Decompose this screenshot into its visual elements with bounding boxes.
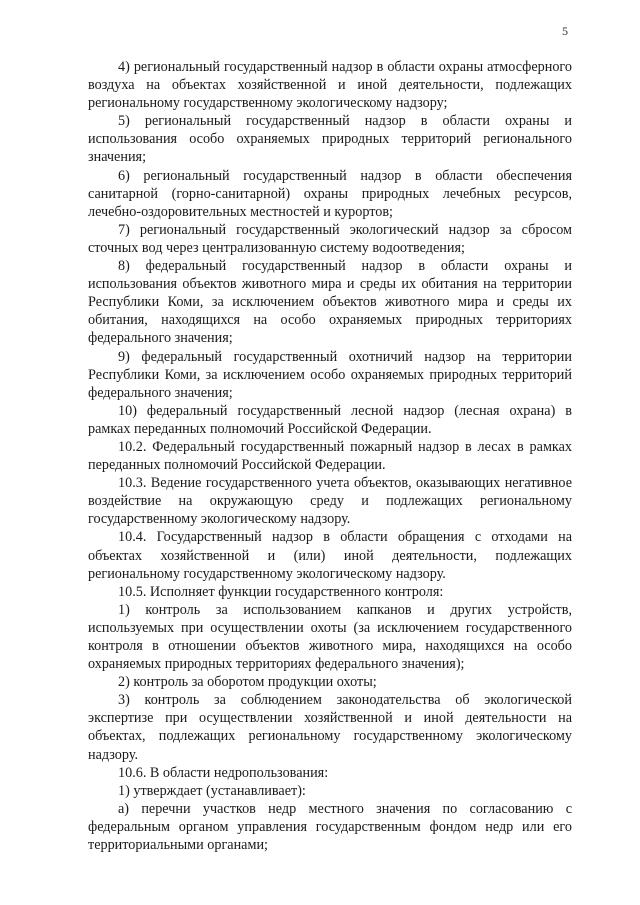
paragraph: 10.6. В области недропользования: bbox=[118, 764, 329, 781]
paragraph: 10.5. Исполняет функции государственного контроля: bbox=[118, 583, 444, 600]
paragraph: 7) региональный государственный экологический надзор за сбросом сточных вод через централизованную систему водоотведения; bbox=[88, 221, 572, 256]
paragraph: 10) федеральный государственный лесной надзор (лесная охрана) в рамках переданных полномочий Российской Федерации. bbox=[88, 402, 572, 437]
page-number: 5 bbox=[562, 24, 568, 38]
paragraph: 10.4. Государственный надзор в области обращения с отходами на объектах хозяйственной и (или) иной деятельности, подлежащих региональному государственному экологическому надзору. bbox=[88, 529, 572, 582]
paragraph: 6) региональный государственный надзор в области обеспечения санитарной (горно-санитарной) охраны природных лечебных ресурсов, лечебно-оздоровительных местностей и курортов; bbox=[88, 167, 572, 220]
paragraph: 9) федеральный государственный охотничий надзор на территории Республики Коми, за исключением особо охраняемых природных территорий федерального значения; bbox=[88, 348, 572, 401]
paragraph: 1) контроль за использованием капканов и других устройств, используемых при осуществлении охоты (за исключением государственного контроля в отношении объектов животного мира, находящихся на особо охраняемых природных территориях федерального значения); bbox=[88, 601, 572, 673]
paragraph: 3) контроль за соблюдением законодательства об экологической экспертизе при осуществлении хозяйственной и иной деятельности на объектах, подлежащих региональному государственному экологическому надзору. bbox=[88, 692, 572, 763]
paragraph: 4) региональный государственный надзор в области охраны атмосферного воздуха на объектах хозяйственной и иной деятельности, подлежащих региональному государственному экологическому надзору; bbox=[88, 59, 572, 112]
paragraph: а) перечни участков недр местного значения по согласованию с федеральным органом управления государственным фондом недр или его территориальными органами; bbox=[88, 800, 572, 854]
document-body bbox=[88, 58, 572, 854]
paragraph: 1) утверждает (устанавливает): bbox=[118, 782, 306, 799]
paragraph: 10.3. Ведение государственного учета объектов, оказывающих негативное воздействие на окружающую среду и подлежащих региональному государственному экологическому надзору. bbox=[88, 475, 572, 528]
paragraph: 10.2. Федеральный государственный пожарный надзор в лесах в рамках переданных полномочий Российской Федерации. bbox=[88, 438, 572, 474]
paragraph: 8) федеральный государственный надзор в области охраны и использования объектов животного мира и среды их обитания на территории Республики Коми, за исключением объектов животного мира и среды их обитания, находящихся на особо охраняемых природных территориях федерального значения; bbox=[88, 258, 572, 347]
paragraph: 2) контроль за оборотом продукции охоты; bbox=[118, 674, 377, 691]
paragraph: 5) региональный государственный надзор в области охраны и использования особо охраняемых природных территорий регионального значения; bbox=[88, 113, 572, 166]
